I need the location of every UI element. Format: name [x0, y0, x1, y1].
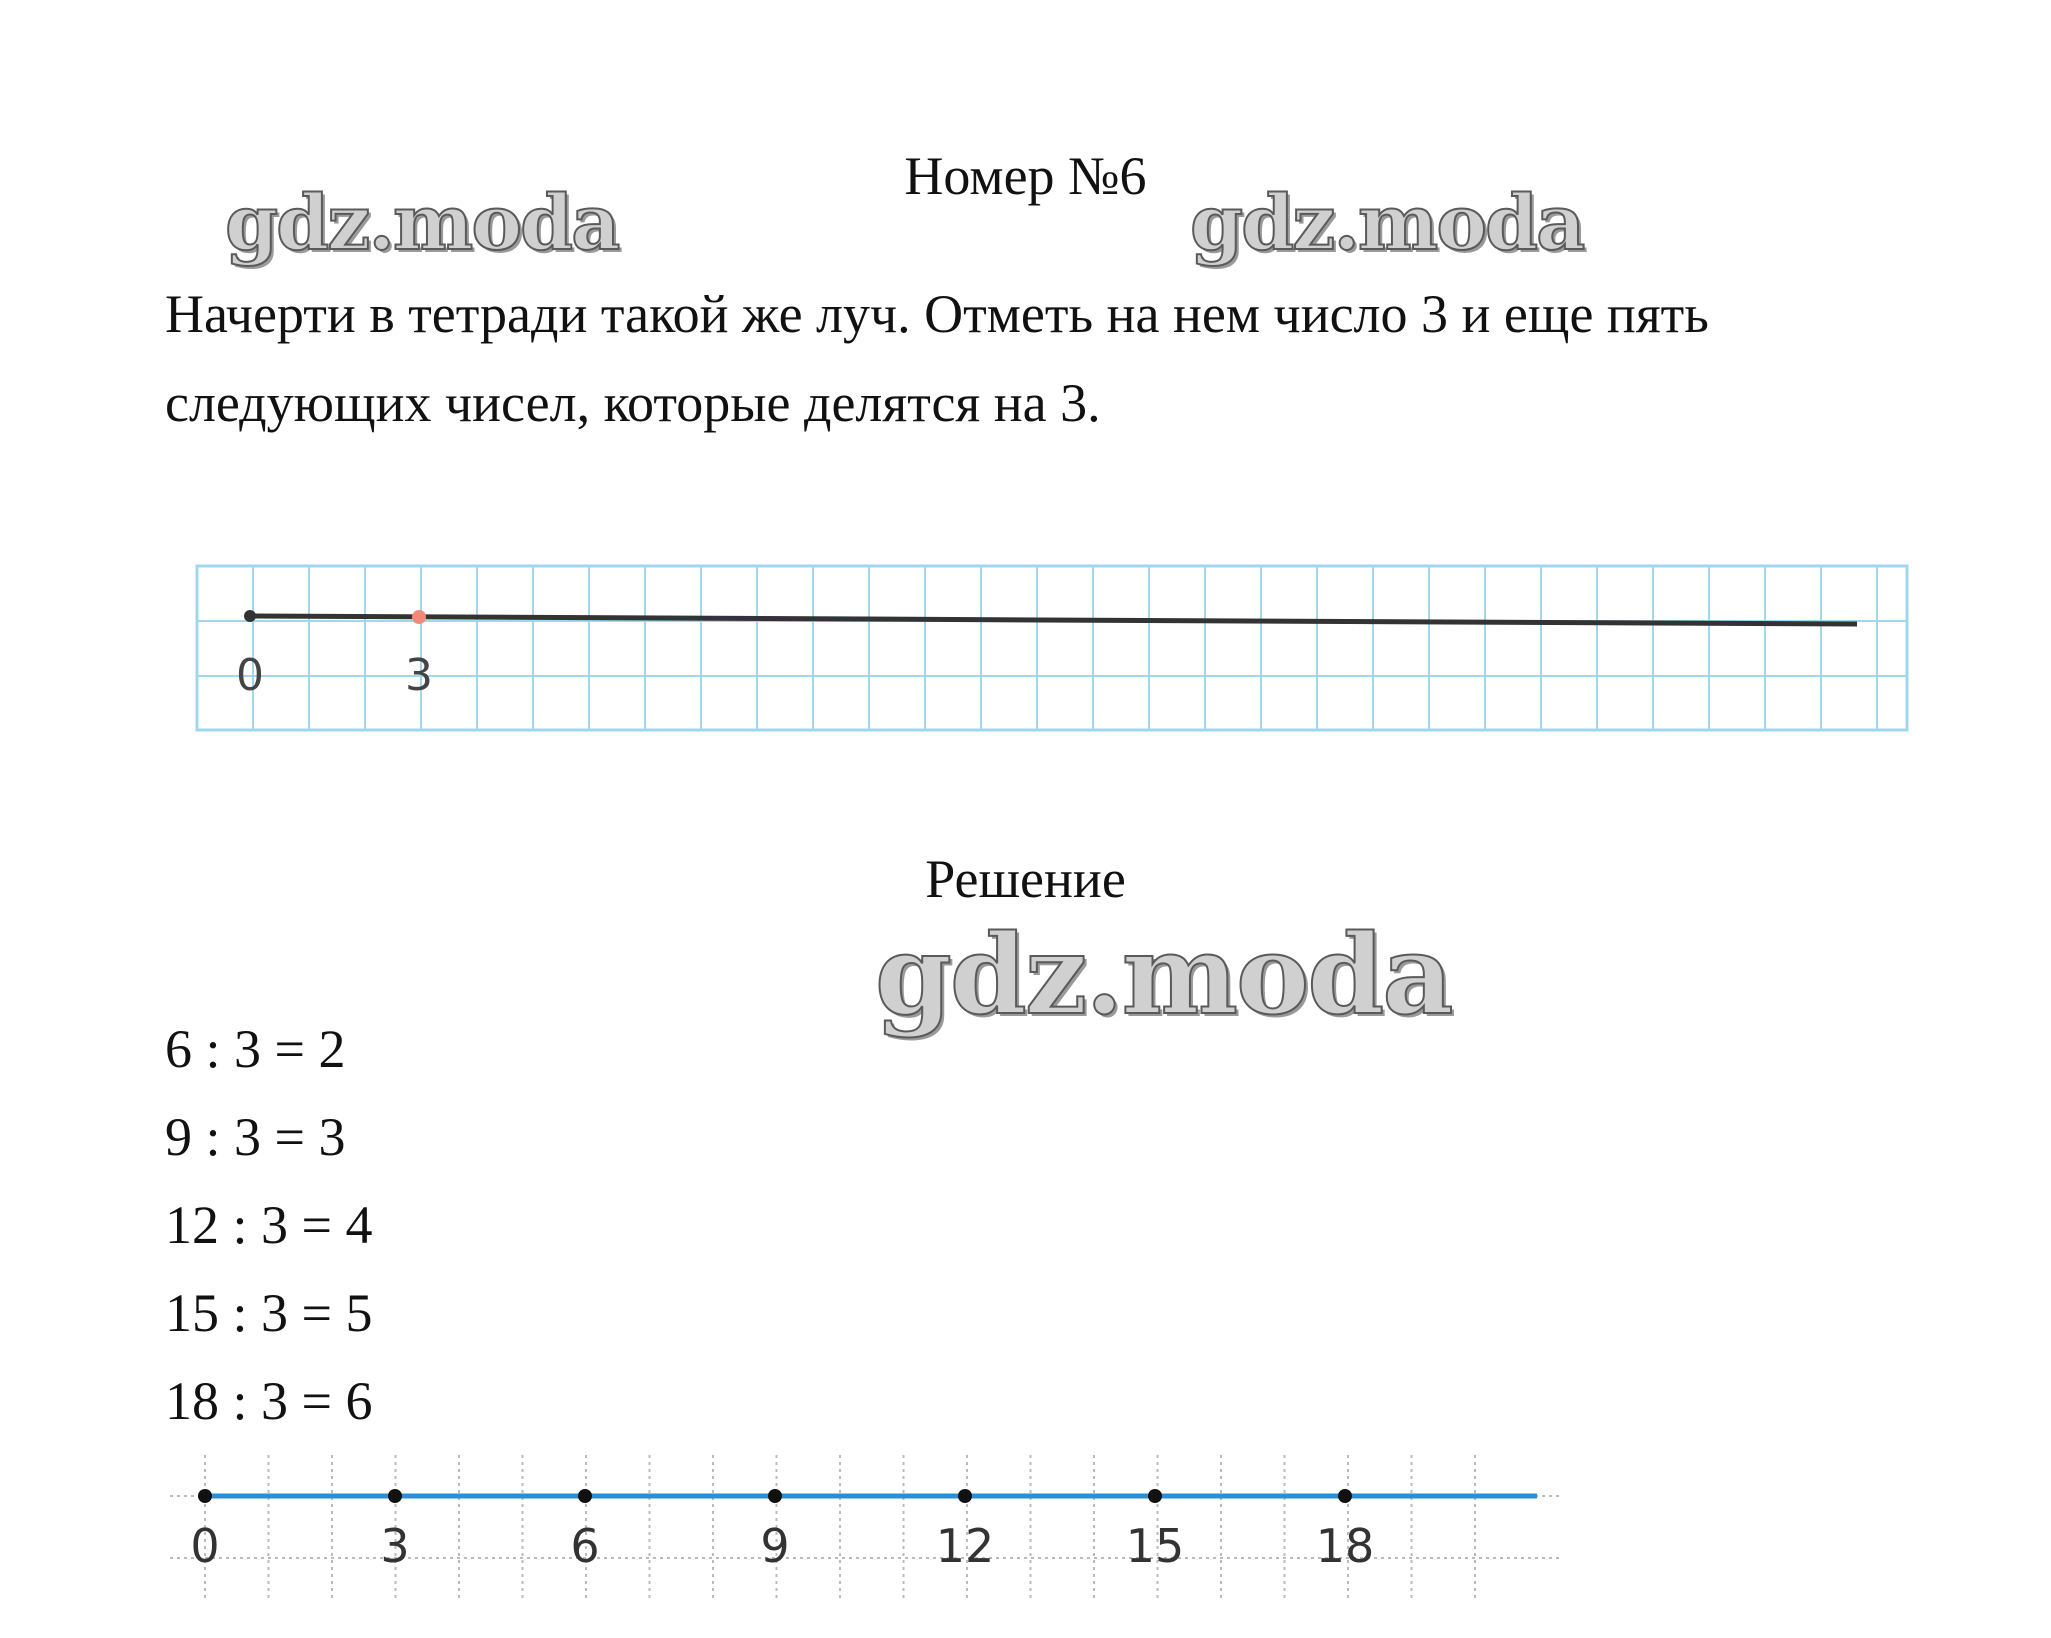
equation-line: 18 : 3 = 6	[165, 1371, 373, 1431]
ray-label: 9	[760, 1519, 790, 1573]
ray-point	[388, 1489, 402, 1503]
ray-point	[768, 1489, 782, 1503]
ray-point	[1338, 1489, 1352, 1503]
ray-label: 3	[380, 1519, 410, 1573]
solution-title: Решение	[925, 849, 1126, 909]
equation-line: 15 : 3 = 5	[165, 1283, 373, 1343]
task-text: Начерти в тетради такой же луч. Отметь на нем число 3 и еще пять следующих чисел, которые делятся на 3.	[165, 284, 1709, 433]
ray-point	[578, 1489, 592, 1503]
ray-label: 6	[570, 1519, 600, 1573]
equation-line: 6 : 3 = 2	[165, 1019, 346, 1079]
watermark-center: gdz.moda	[875, 910, 1452, 1039]
task-label-0: 0	[236, 650, 264, 701]
equation-line: 9 : 3 = 3	[165, 1107, 346, 1167]
ray-point	[958, 1489, 972, 1503]
problem-title: Номер №6	[904, 146, 1147, 206]
ray-label: 0	[190, 1519, 220, 1573]
ray-label: 12	[935, 1519, 995, 1573]
watermark-left: gdz.moda	[225, 178, 619, 267]
watermark-right: gdz.moda	[1190, 178, 1584, 267]
ray-label: 15	[1125, 1519, 1185, 1573]
ray-point	[198, 1489, 212, 1503]
task-label-3: 3	[405, 650, 433, 701]
ray-point	[1148, 1489, 1162, 1503]
ray-label: 18	[1315, 1519, 1375, 1573]
equation-line: 12 : 3 = 4	[165, 1195, 373, 1255]
